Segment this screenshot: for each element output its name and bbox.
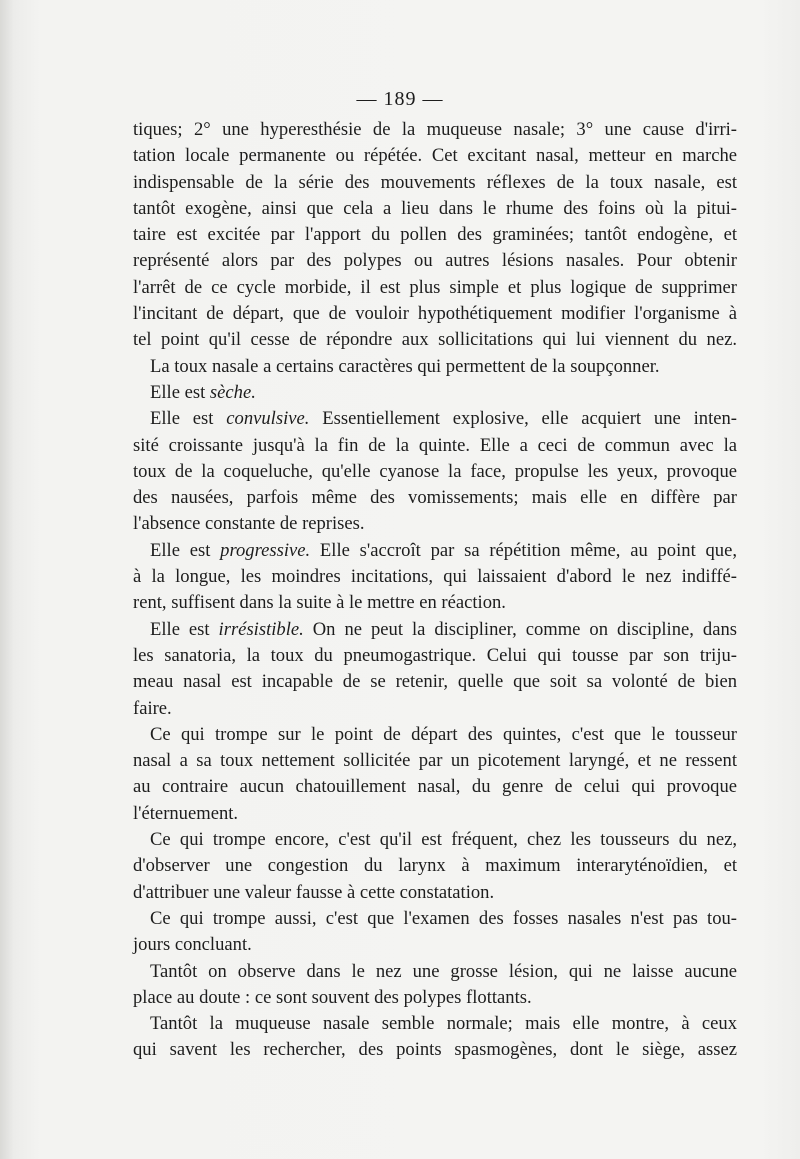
line-rest: Essentiellement explosive, elle acquiert une inten- — [309, 408, 737, 430]
text-line: les sanatoria, la toux du pneumogastrique. Celui qui tousse par son triju- — [133, 644, 737, 666]
text-line: Tantôt la muqueuse nasale semble normale; mais elle montre, à ceux — [150, 1013, 737, 1035]
italic-term: irrésistible. — [218, 618, 304, 640]
text-line: l'incitant de départ, que de vouloir hypothétiquement modifier l'organisme à — [133, 303, 737, 325]
text-line: représenté alors par des polypes ou autres lésions nasales. Pour obtenir — [133, 250, 737, 272]
text-line: Ce qui trompe encore, c'est qu'il est fréquent, chez les tousseurs du nez, — [150, 829, 737, 851]
italic-term: convulsive. — [226, 408, 310, 430]
text-line: nasal a sa toux nettement sollicitée par un picotement laryngé, et ne ressent — [133, 750, 737, 772]
line-lead: Elle est — [150, 539, 221, 561]
text-line: tiques; 2° une hyperesthésie de la muqueuse nasale; 3° une cause d'irri- — [133, 119, 737, 140]
text-line — [133, 538, 737, 564]
text-line: Ce qui trompe aussi, c'est que l'examen des fosses nasales n'est pas tou- — [150, 907, 737, 929]
text-line: jours concluant. — [133, 934, 252, 956]
line-lead: Elle est — [150, 408, 227, 430]
text-line: l'éternuement. — [133, 802, 239, 824]
text-line: toux de la coqueluche, qu'elle cyanose la face, propulse les yeux, provoque — [133, 460, 737, 482]
text-line: tel point qu'il cesse de répondre aux sollicitations qui lui viennent du nez. — [133, 329, 737, 351]
line-lead: Elle est — [150, 618, 219, 640]
text-line: indispensable de la série des mouvements réflexes de la toux nasale, est — [133, 171, 737, 193]
text-line: au contraire aucun chatouillement nasal, du genre de celui qui provoque — [133, 776, 737, 798]
text-line: La toux nasale a certains caractères qui permettent de la soupçonner. — [150, 355, 660, 377]
text-line: Tantôt on observe dans le nez une grosse lésion, qui ne laisse aucune — [150, 960, 737, 982]
text-line: qui savent les rechercher, des points spasmogènes, dont le siège, assez — [133, 1039, 737, 1061]
text-line: l'absence constante de reprises. — [133, 513, 365, 535]
text-line: l'arrêt de ce cycle morbide, il est plus simple et plus logique de supprimer — [133, 276, 737, 298]
text-line: taire est excitée par l'apport du pollen des graminées; tantôt endogène, et — [133, 224, 737, 246]
text-line: faire. — [133, 697, 172, 719]
text-line: rent, suffisent dans la suite à le mettre en réaction. — [133, 592, 506, 614]
text-line: d'attribuer une valeur fausse à cette constatation. — [133, 881, 495, 903]
text-line: à la longue, les moindres incitations, qui laissaient d'abord le nez indiffé- — [133, 566, 737, 588]
text-line: Ce qui trompe sur le point de départ des quintes, c'est que le tousseur — [150, 723, 737, 745]
body-text — [133, 117, 737, 1064]
text-line — [133, 406, 737, 432]
text-line: d'observer une congestion du larynx à maximum interaryténoïdien, et — [133, 855, 737, 877]
line-rest: Elle s'accroît par sa répétition même, au point que, — [310, 539, 737, 561]
text-line: des nausées, parfois même des vomissements; mais elle en diffère par — [133, 487, 737, 509]
text-line: tantôt exogène, ainsi que cela a lieu dans le rhume des foins où la pitui- — [133, 197, 737, 219]
text-line — [133, 380, 737, 406]
line-rest: On ne peut la discipliner, comme on discipline, dans — [303, 618, 737, 640]
italic-term: progressive. — [220, 539, 311, 561]
line-lead: Elle est — [150, 381, 210, 403]
text-line: sité croissante jusqu'à la fin de la quinte. Elle a ceci de commun avec la — [133, 434, 737, 456]
page-number: — 189 — — [356, 88, 444, 110]
text-line: meau nasal est incapable de se retenir, quelle que soit sa volonté de bien — [133, 671, 737, 693]
italic-term: sèche. — [209, 381, 256, 403]
text-line: tation locale permanente ou répétée. Cet excitant nasal, metteur en marche — [133, 145, 737, 167]
text-line — [133, 617, 737, 643]
text-line: place au doute : ce sont souvent des polypes flottants. — [133, 986, 532, 1008]
